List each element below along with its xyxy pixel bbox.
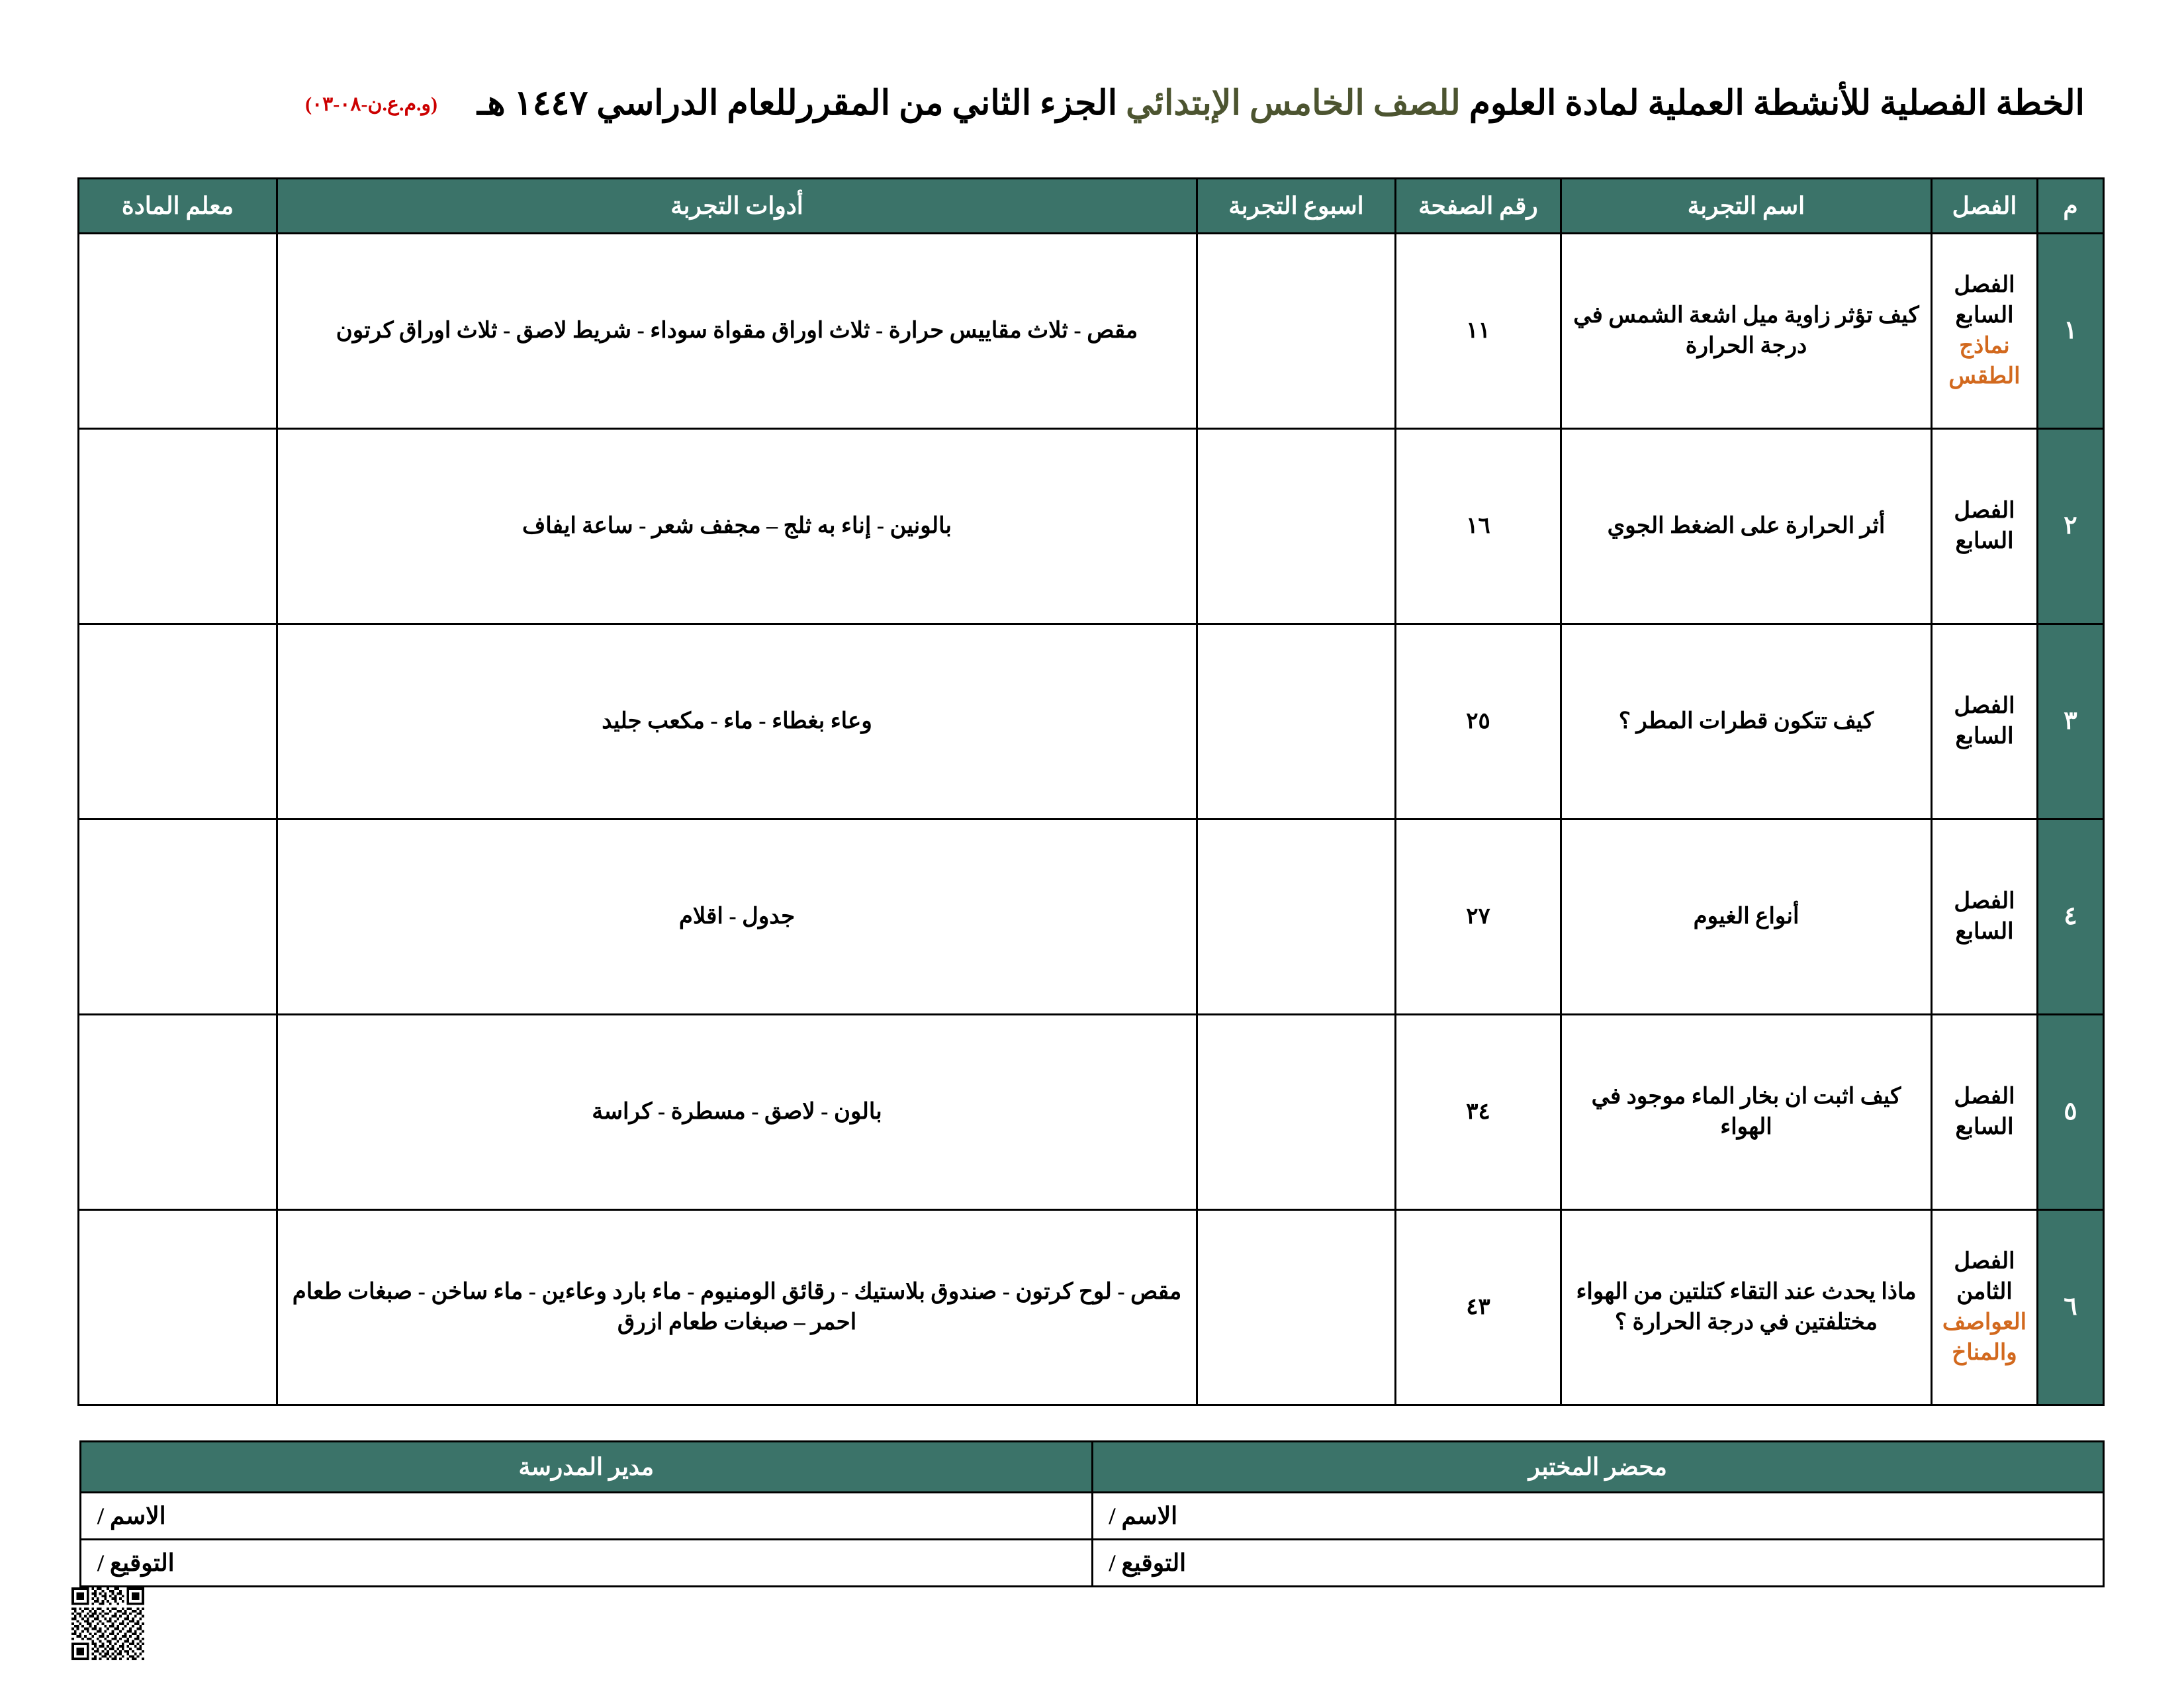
cell-page-number: ٢٧ [1396, 820, 1561, 1015]
signatures-signature-row [81, 1540, 2104, 1587]
cell-experiment-name: كيف تؤثر زاوية ميل اشعة الشمس في درجة الحرارة [1561, 234, 1932, 429]
chapter-highlight-label: العواصف والمناخ [1942, 1310, 2027, 1365]
cell-tools: جدول - اقلام [277, 820, 1197, 1015]
cell-page-number: ٣٤ [1396, 1015, 1561, 1210]
cell-chapter [1932, 1015, 2038, 1210]
activities-table [77, 177, 2105, 1406]
signatures-table [79, 1440, 2105, 1587]
cell-page-number: ١٦ [1396, 429, 1561, 624]
cell-experiment-name: أثر الحرارة على الضغط الجوي [1561, 429, 1932, 624]
column-header-experiment-name: اسم التجربة [1561, 179, 1932, 234]
signatures-header-school-principal: مدير المدرسة [81, 1442, 1093, 1493]
signatures-body [81, 1493, 2104, 1587]
page-title [477, 87, 2085, 121]
cell-experiment-week[interactable] [1197, 820, 1396, 1015]
cell-experiment-week[interactable] [1197, 234, 1396, 429]
chapter-main-label: الفصل الثامن [1954, 1249, 2015, 1305]
cell-page-number: ٢٥ [1396, 624, 1561, 820]
title-segment-grade: للصف الخامس الإبتدائي [1126, 85, 1461, 122]
cell-experiment-week[interactable] [1197, 624, 1396, 820]
title-segment-1: الخطة الفصلية للأنشطة العملية لمادة العلوم [1460, 85, 2085, 122]
cell-row-number: ٦ [2038, 1210, 2104, 1405]
cell-tools: بالون - لاصق - مسطرة - كراسة [277, 1015, 1197, 1210]
table-row [79, 429, 2104, 624]
column-header-chapter: الفصل [1932, 179, 2038, 234]
cell-experiment-week[interactable] [1197, 1210, 1396, 1405]
cell-experiment-name: ماذا يحدث عند التقاء كتلتين من الهواء مختلفتين في درجة الحرارة ؟ [1561, 1210, 1932, 1405]
signatures-name-row [81, 1493, 2104, 1540]
cell-page-number: ١١ [1396, 234, 1561, 429]
cell-tools: بالونين - إناء به ثلج – مجفف شعر - ساعة ايفاف [277, 429, 1197, 624]
lab-supervisor-name-field[interactable]: الاسم / [1092, 1493, 2104, 1540]
cell-tools: مقص - لوح كرتون - صندوق بلاستيك - رقائق الومنيوم - ماء بارد وعاءين - ماء ساخن - صبغات طعام احمر – صبغات طعام ازرق [277, 1210, 1197, 1405]
column-header-teacher: معلم المادة [79, 179, 277, 234]
cell-row-number: ٢ [2038, 429, 2104, 624]
cell-experiment-week[interactable] [1197, 429, 1396, 624]
cell-teacher[interactable] [79, 624, 277, 820]
table-header-row [79, 179, 2104, 234]
cell-experiment-name: أنواع الغيوم [1561, 820, 1932, 1015]
chapter-main-label: الفصل السابع [1954, 1084, 2015, 1139]
cell-chapter [1932, 429, 2038, 624]
chapter-main-label: الفصل السابع [1954, 498, 2015, 553]
cell-tools: وعاء بغطاء - ماء - مكعب جليد [277, 624, 1197, 820]
table-row [79, 1210, 2104, 1405]
chapter-highlight-label: نماذج الطقس [1948, 334, 2021, 389]
cell-row-number: ١ [2038, 234, 2104, 429]
lab-supervisor-signature-field[interactable]: التوقيع / [1092, 1540, 2104, 1587]
title-segment-3: الجزء الثاني من المقررللعام الدراسي ١٤٤٧ هـ [477, 85, 1126, 122]
cell-chapter [1932, 1210, 2038, 1405]
school-principal-signature-field[interactable]: التوقيع / [81, 1540, 1093, 1587]
cell-experiment-name: كيف اثبت ان بخار الماء موجود في الهواء [1561, 1015, 1932, 1210]
table-row [79, 1015, 2104, 1210]
cell-chapter [1932, 820, 2038, 1015]
cell-chapter [1932, 234, 2038, 429]
chapter-main-label: الفصل السابع [1954, 694, 2015, 749]
cell-teacher[interactable] [79, 820, 277, 1015]
activities-table-body [79, 234, 2104, 1405]
cell-teacher[interactable] [79, 1210, 277, 1405]
cell-row-number: ٣ [2038, 624, 2104, 820]
cell-experiment-name: كيف تتكون قطرات المطر ؟ [1561, 624, 1932, 820]
cell-experiment-week[interactable] [1197, 1015, 1396, 1210]
signatures-header-row [81, 1442, 2104, 1493]
document-code: (و.م.ع.ن-٠٨-٠٣) [305, 93, 438, 115]
cell-tools: مقص - ثلاث مقاييس حرارة - ثلاث اوراق مقواة سوداء - شريط لاصق - ثلاث اوراق كرتون [277, 234, 1197, 429]
signatures-header-lab-supervisor: محضر المختبر [1092, 1442, 2104, 1493]
cell-teacher[interactable] [79, 234, 277, 429]
column-header-num: م [2038, 179, 2104, 234]
qr-code-svg [71, 1587, 144, 1660]
table-row [79, 624, 2104, 820]
chapter-main-label: الفصل السابع [1954, 889, 2015, 944]
column-header-tools: أدوات التجربة [277, 179, 1197, 234]
qr-code-icon [71, 1587, 144, 1660]
cell-row-number: ٤ [2038, 820, 2104, 1015]
chapter-main-label: الفصل السابع [1954, 273, 2015, 328]
document-title-bar [99, 74, 2085, 134]
cell-page-number: ٤٣ [1396, 1210, 1561, 1405]
cell-chapter [1932, 624, 2038, 820]
table-row [79, 820, 2104, 1015]
column-header-experiment-week: اسبوع التجربة [1197, 179, 1396, 234]
table-row [79, 234, 2104, 429]
column-header-page-number: رقم الصفحة [1396, 179, 1561, 234]
cell-teacher[interactable] [79, 429, 277, 624]
cell-teacher[interactable] [79, 1015, 277, 1210]
cell-row-number: ٥ [2038, 1015, 2104, 1210]
school-principal-name-field[interactable]: الاسم / [81, 1493, 1093, 1540]
